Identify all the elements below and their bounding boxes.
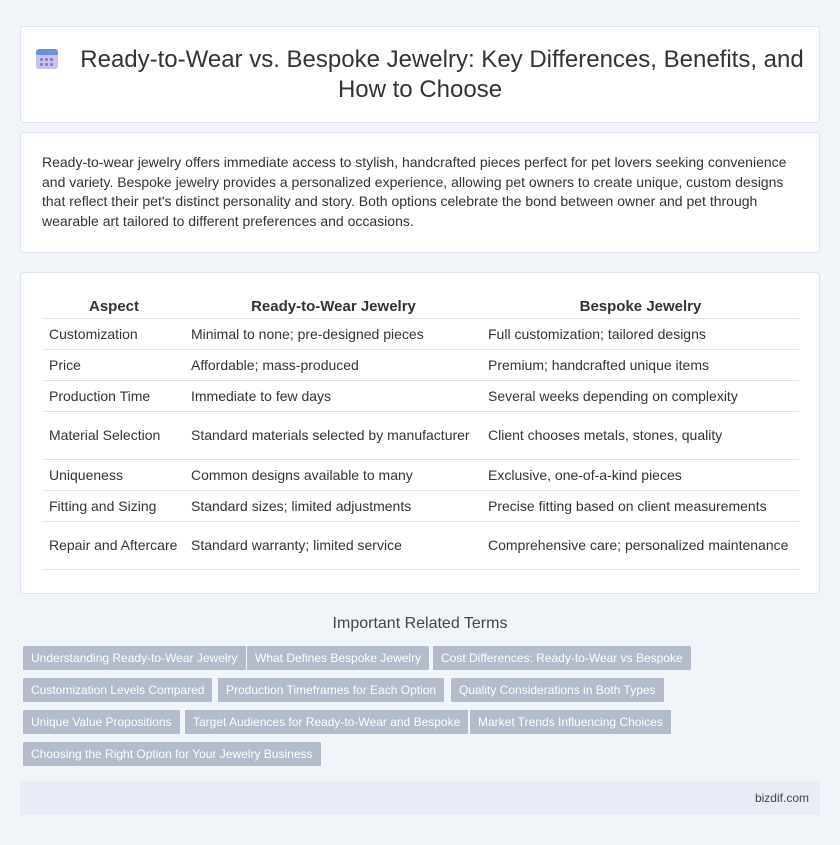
cell-bespoke: Premium; handcrafted unique items (482, 349, 799, 380)
cell-ready-to-wear: Standard warranty; limited service (185, 521, 482, 569)
header-bespoke: Bespoke Jewelry (482, 296, 799, 318)
related-tag[interactable]: Unique Value Propositions (23, 710, 180, 734)
related-tag[interactable]: Target Audiences for Ready-to-Wear and Bespoke (185, 710, 468, 734)
table-row (43, 411, 799, 459)
intro-paragraph: Ready-to-wear jewelry offers immediate access to stylish, handcrafted pieces perfect for pet lovers seeking convenience and variety. Bespoke jewelry provides a personalized experience, allowing pet owners to create unique, custom designs that reflect their pet's distinct personality and story. Both options celebrate the bond between owner and pet through wearable art tailored to different preferences and occasions. (42, 154, 787, 229)
comparison-card (20, 272, 820, 594)
intro-card (20, 132, 820, 253)
related-tag[interactable]: Customization Levels Compared (23, 678, 212, 702)
related-tag[interactable]: Market Trends Influencing Choices (470, 710, 671, 734)
table-row (43, 459, 799, 490)
cell-ready-to-wear: Common designs available to many (185, 459, 482, 490)
cell-aspect: Production Time (43, 380, 185, 411)
table-row (43, 490, 799, 521)
table-header-row (43, 296, 799, 318)
related-tag[interactable]: Understanding Ready-to-Wear Jewelry (23, 646, 246, 670)
cell-aspect: Repair and Aftercare (43, 521, 185, 569)
related-tag[interactable]: Cost Differences: Ready-to-Wear vs Bespoke (433, 646, 691, 670)
related-tag[interactable]: Quality Considerations in Both Types (451, 678, 664, 702)
table-row (43, 349, 799, 380)
cell-aspect: Uniqueness (43, 459, 185, 490)
cell-aspect: Fitting and Sizing (43, 490, 185, 521)
cell-bespoke: Comprehensive care; personalized maintenance (482, 521, 799, 569)
cell-bespoke: Several weeks depending on complexity (482, 380, 799, 411)
cell-aspect: Customization (43, 318, 185, 349)
table-row (43, 521, 799, 569)
cell-bespoke: Precise fitting based on client measurements (482, 490, 799, 521)
cell-aspect: Material Selection (43, 411, 185, 459)
page-title: Ready-to-Wear vs. Bespoke Jewelry: Key Differences, Benefits, and How to Choose (80, 46, 804, 103)
cell-aspect: Price (43, 349, 185, 380)
cell-ready-to-wear: Affordable; mass-produced (185, 349, 482, 380)
header-aspect: Aspect (43, 296, 185, 318)
calendar-icon (36, 46, 58, 70)
cell-ready-to-wear: Immediate to few days (185, 380, 482, 411)
comparison-table (43, 296, 799, 570)
cell-ready-to-wear: Standard sizes; limited adjustments (185, 490, 482, 521)
header-ready-to-wear: Ready-to-Wear Jewelry (185, 296, 482, 318)
table-row (43, 380, 799, 411)
related-tag[interactable]: Production Timeframes for Each Option (218, 678, 444, 702)
header-card (20, 26, 820, 123)
cell-ready-to-wear: Minimal to none; pre-designed pieces (185, 318, 482, 349)
footer-bar (20, 781, 820, 815)
cell-ready-to-wear: Standard materials selected by manufacturer (185, 411, 482, 459)
page-title-wrap (21, 45, 819, 105)
footer-site-link[interactable]: bizdif.com (754, 791, 809, 805)
related-terms-title: Important Related Terms (332, 615, 508, 632)
cell-bespoke: Exclusive, one-of-a-kind pieces (482, 459, 799, 490)
table-row (43, 318, 799, 349)
related-tag[interactable]: Choosing the Right Option for Your Jewelry Business (23, 742, 321, 766)
related-tag[interactable]: What Defines Bespoke Jewelry (247, 646, 429, 670)
cell-bespoke: Client chooses metals, stones, quality (482, 411, 799, 459)
cell-bespoke: Full customization; tailored designs (482, 318, 799, 349)
